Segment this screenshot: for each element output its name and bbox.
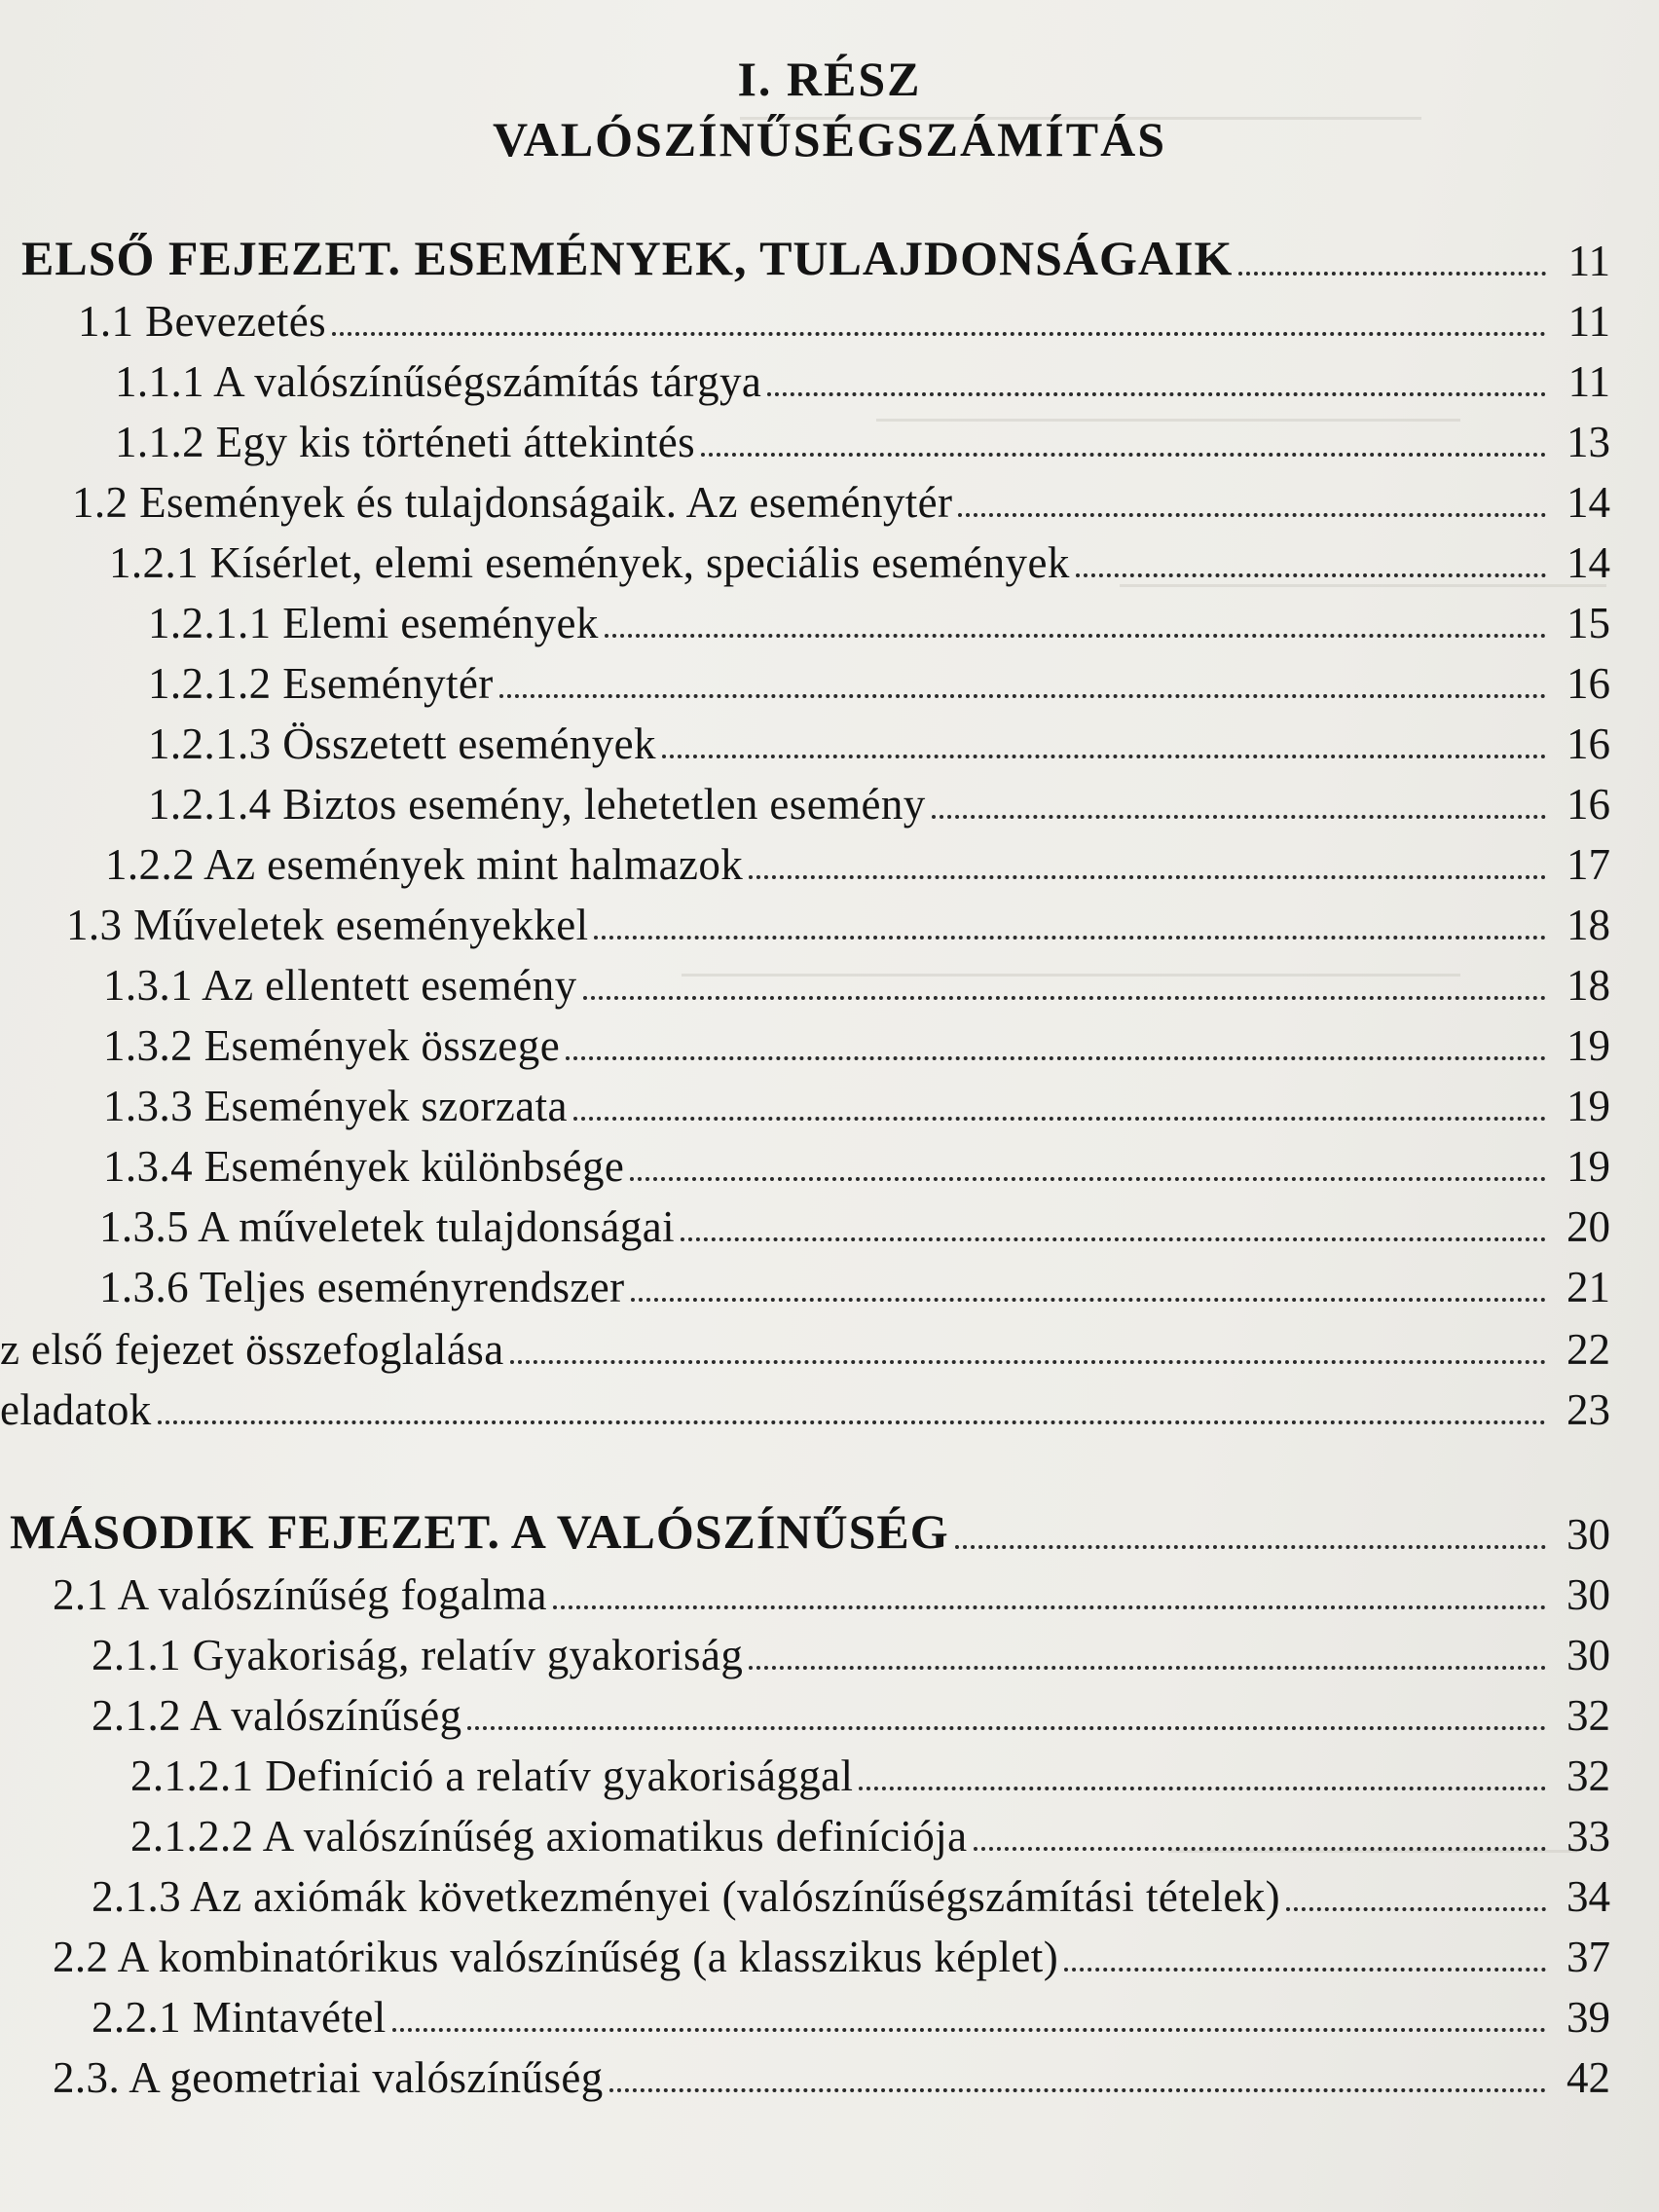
toc-entry-page: 33: [1567, 1812, 1610, 1861]
toc-entry-label: 1.2 Események és tulajdonságaik. Az eseménytér: [72, 478, 953, 527]
toc-entry-label: 2.2 A kombinatórikus valószínűség (a klasszikus képlet): [53, 1933, 1059, 1981]
dot-leader: [701, 453, 1546, 457]
toc-entry[interactable]: [78, 292, 1610, 347]
toc-entry[interactable]: [115, 352, 1610, 407]
toc-entry-label: 2.2.1 Mintavétel: [92, 1993, 387, 2042]
toc-entry-page: 34: [1567, 1872, 1610, 1921]
toc-entry-page: 13: [1567, 418, 1610, 466]
toc-entry-label: 1.1 Bevezetés: [78, 297, 327, 346]
toc-entry-page: 32: [1567, 1691, 1610, 1740]
toc-entry-label: 2.1.2 A valószínűség: [92, 1691, 462, 1740]
toc-entry-page: 16: [1567, 719, 1610, 768]
dot-leader: [499, 694, 1546, 698]
dot-leader: [932, 815, 1546, 819]
toc-entry-page: 42: [1567, 2053, 1610, 2102]
toc-entry-label: 2.1.2.1 Definíció a relatív gyakorisággal: [130, 1751, 854, 1800]
dot-leader: [767, 392, 1546, 396]
toc-entry-label: 1.3.6 Teljes eseményrendszer: [99, 1263, 625, 1311]
toc-entry-label: 1.3.4 Események különbsége: [103, 1142, 625, 1191]
toc-entry-label: ELSŐ FEJEZET. ESEMÉNYEK, TULAJDONSÁGAIK: [21, 231, 1234, 285]
toc-entry-label: 2.1.1 Gyakoriság, relatív gyakoriság: [92, 1631, 744, 1679]
toc-entry[interactable]: [72, 473, 1610, 528]
toc-entry-page: 14: [1567, 538, 1610, 587]
dot-leader: [958, 513, 1546, 517]
dot-leader: [955, 1545, 1546, 1549]
toc-entry-page: 16: [1567, 780, 1610, 829]
toc-entry-page: 11: [1567, 357, 1610, 406]
dot-leader: [467, 1726, 1546, 1730]
toc-entry-label: 2.3. A geometriai valószínűség: [53, 2053, 604, 2102]
part-title: VALÓSZÍNŰSÉGSZÁMÍTÁS: [492, 112, 1167, 166]
toc-entry-label: 1.2.1.4 Biztos esemény, lehetetlen esemény: [148, 780, 926, 829]
toc-entry-label: 1.3.1 Az ellentett esemény: [103, 961, 577, 1010]
toc-entry-label: 1.1.2 Egy kis történeti áttekintés: [115, 418, 695, 466]
toc-entry[interactable]: [148, 594, 1610, 648]
dot-leader: [566, 1056, 1546, 1060]
toc-entry[interactable]: [109, 534, 1610, 588]
toc-entry-label: 2.1 A valószínűség fogalma: [53, 1570, 547, 1619]
toc-entry[interactable]: [99, 1198, 1610, 1252]
dot-leader: [1238, 272, 1546, 276]
dot-leader: [510, 1360, 1546, 1364]
toc-entry[interactable]: [92, 1686, 1610, 1741]
toc-entry[interactable]: [115, 413, 1610, 467]
dot-leader: [749, 1666, 1546, 1670]
dot-leader: [573, 1117, 1546, 1121]
toc-entry-page: 22: [1567, 1325, 1610, 1374]
dot-leader: [158, 1420, 1546, 1424]
dot-leader: [583, 996, 1546, 1000]
dot-leader: [681, 1237, 1546, 1241]
dot-leader: [332, 332, 1546, 336]
dot-leader: [392, 2028, 1546, 2032]
dot-leader: [1286, 1907, 1546, 1911]
toc-entry-page: 30: [1567, 1570, 1610, 1619]
toc-entry-page: 32: [1567, 1751, 1610, 1800]
dot-leader: [609, 2088, 1546, 2092]
toc-entry[interactable]: [66, 896, 1610, 950]
toc-entry[interactable]: [92, 1626, 1610, 1680]
toc-entry-page: 18: [1567, 961, 1610, 1010]
dot-leader: [630, 1177, 1546, 1181]
toc-entry-page: 17: [1567, 840, 1610, 889]
toc-entry[interactable]: [103, 1077, 1610, 1131]
toc-entry[interactable]: [0, 1320, 1610, 1375]
toc-entry-label: MÁSODIK FEJEZET. A VALÓSZÍNŰSÉG: [10, 1504, 949, 1559]
toc-entry[interactable]: [53, 2048, 1610, 2103]
toc-entry-page: 11: [1567, 297, 1610, 346]
toc-entry-page: 30: [1567, 1510, 1610, 1559]
toc-entry[interactable]: [148, 654, 1610, 709]
toc-entry[interactable]: [148, 715, 1610, 769]
dot-leader: [662, 755, 1546, 758]
toc-entry-page: 37: [1567, 1933, 1610, 1981]
dot-leader: [553, 1605, 1546, 1609]
part-number: I. RÉSZ: [737, 52, 922, 106]
toc-entry-label: 1.2.1.1 Elemi események: [148, 599, 599, 647]
toc-entry-page: 15: [1567, 599, 1610, 647]
dot-leader: [749, 875, 1546, 879]
toc-entry-page: 18: [1567, 901, 1610, 949]
toc-entry[interactable]: [92, 1988, 1610, 2043]
toc-entry[interactable]: [130, 1807, 1610, 1862]
toc-entry-label: 1.3.3 Események szorzata: [103, 1082, 568, 1130]
toc-entry-label: 1.2.2 Az események mint halmazok: [105, 840, 744, 889]
toc-entry[interactable]: [21, 232, 1610, 286]
dot-leader: [1076, 573, 1546, 577]
toc-entry-label: 1.1.1 A valószínűségszámítás tárgya: [115, 357, 762, 406]
toc-entry[interactable]: [103, 1016, 1610, 1071]
toc-entry[interactable]: [10, 1505, 1610, 1560]
toc-entry-page: 39: [1567, 1993, 1610, 2042]
toc-entry-label: z első fejezet összefoglalása: [0, 1325, 504, 1374]
toc-entry-page: 19: [1567, 1021, 1610, 1070]
dot-leader: [631, 1298, 1546, 1302]
toc-entry-label: 2.1.3 Az axiómák következményei (valószínűségszámítási tételek): [92, 1872, 1281, 1921]
toc-entry-page: 30: [1567, 1631, 1610, 1679]
toc-entry[interactable]: [105, 835, 1610, 890]
toc-entry-page: 16: [1567, 659, 1610, 708]
toc-entry-label: 1.3 Műveletek eseményekkel: [66, 901, 589, 949]
toc-entry-label: 1.3.5 A műveletek tulajdonságai: [99, 1202, 676, 1251]
toc-entry[interactable]: [103, 956, 1610, 1011]
toc-entry[interactable]: [0, 1381, 1610, 1435]
toc-entry-page: 14: [1567, 478, 1610, 527]
toc-entry[interactable]: [99, 1258, 1610, 1312]
toc-entry-label: 1.2.1 Kísérlet, elemi események, speciális események: [109, 538, 1070, 587]
toc-entry[interactable]: [92, 1867, 1610, 1922]
toc-entry-page: 23: [1567, 1385, 1610, 1434]
toc-entry[interactable]: [53, 1566, 1610, 1620]
dot-leader: [605, 634, 1546, 638]
toc-entry-label: 1.3.2 Események összege: [103, 1021, 561, 1070]
dot-leader: [859, 1787, 1546, 1790]
toc-entry-page: 20: [1567, 1202, 1610, 1251]
toc-entry[interactable]: [130, 1747, 1610, 1801]
dot-leader: [974, 1847, 1546, 1851]
dot-leader: [1064, 1968, 1546, 1972]
toc-entry-page: 19: [1567, 1142, 1610, 1191]
toc-entry-label: 1.2.1.3 Összetett események: [148, 719, 656, 768]
toc-entry-page: 19: [1567, 1082, 1610, 1130]
toc-entry-label: 2.1.2.2 A valószínűség axiomatikus definíciója: [130, 1812, 968, 1861]
toc-entry-label: 1.2.1.2 Eseménytér: [148, 659, 494, 708]
toc-entry[interactable]: [53, 1928, 1610, 1982]
toc-entry[interactable]: [103, 1137, 1610, 1192]
toc-entry-label: eladatok: [0, 1385, 152, 1434]
toc-entry-page: 11: [1567, 237, 1610, 285]
dot-leader: [594, 936, 1546, 940]
toc-entry[interactable]: [148, 775, 1610, 830]
toc-entry-page: 21: [1567, 1263, 1610, 1311]
